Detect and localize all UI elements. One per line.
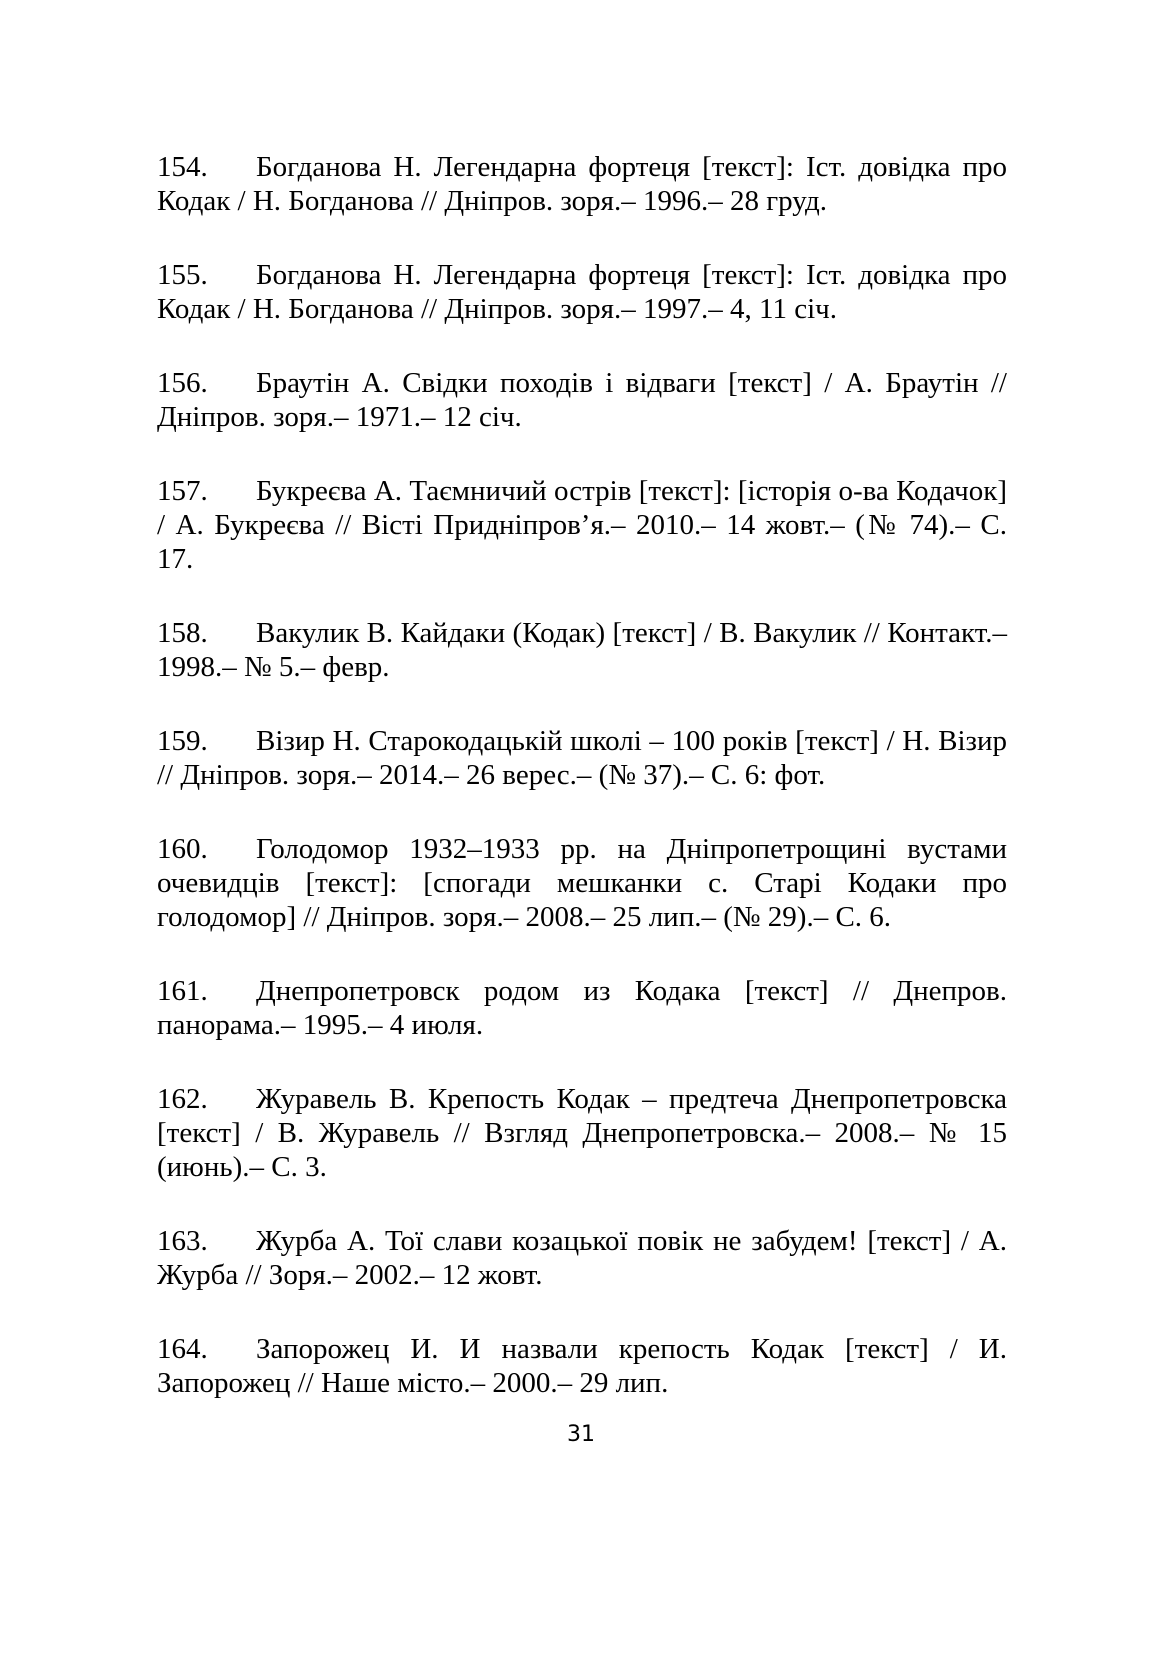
entry-text: Богданова Н. Легендарна фортеця [текст]: Іст. довідка про Кодак / Н. Богданова // Дніпров. зоря.– 1997.– 4, 11 січ. — [157, 259, 1007, 325]
bibliography-entry — [157, 616, 1007, 684]
entry-number: 159. — [157, 725, 208, 757]
entry-text: Днепропетровск родом из Кодака [текст] // Днепров. панорама.– 1995.– 4 июля. — [157, 975, 1007, 1041]
entry-text: Запорожец И. И назвали крепость Кодак [текст] / И. Запорожец // Наше місто.– 2000.– 29 лип. — [157, 1333, 1007, 1399]
entry-number: 155. — [157, 259, 208, 291]
bibliography-entry — [157, 150, 1007, 218]
entry-number: 160. — [157, 833, 208, 865]
bibliography-entry — [157, 1224, 1007, 1292]
entry-number: 156. — [157, 367, 208, 399]
entry-text: Журба А. Тої слави козацької повік не забудем! [текст] / А. Журба // Зоря.– 2002.– 12 жовт. — [157, 1225, 1007, 1291]
entry-text: Голодомор 1932–1933 рр. на Дніпропетрощині вустами очевидців [текст]: [спогади мешканки с. Старі Кодаки про голодомор] // Дніпров. зоря.– 2008.– 25 лип.– (№ 29).– С. 6. — [157, 833, 1007, 933]
entry-number: 158. — [157, 617, 208, 649]
bibliography-entry — [157, 258, 1007, 326]
bibliography-entry — [157, 724, 1007, 792]
entry-number: 162. — [157, 1083, 208, 1115]
bibliography-list — [157, 150, 1007, 1440]
entry-text: Букреєва А. Таємничий острів [текст]: [історія о-ва Кодачок] / А. Букреєва // Вісті Придніпров’я.– 2010.– 14 жовт.– (№ 74).– С. 17. — [157, 475, 1007, 575]
entry-number: 154. — [157, 151, 208, 183]
page-number: 31 — [567, 1422, 595, 1447]
entry-number: 163. — [157, 1225, 208, 1257]
bibliography-entry — [157, 366, 1007, 434]
bibliography-entry — [157, 474, 1007, 576]
entry-text: Богданова Н. Легендарна фортеця [текст]: Іст. довідка про Кодак / Н. Богданова // Дніпров. зоря.– 1996.– 28 груд. — [157, 151, 1007, 217]
entry-number: 164. — [157, 1333, 208, 1365]
entry-number: 161. — [157, 975, 208, 1007]
bibliography-entry — [157, 974, 1007, 1042]
entry-text: Браутін А. Свідки походів і відваги [текст] / А. Браутін // Дніпров. зоря.– 1971.– 12 січ. — [157, 367, 1007, 433]
bibliography-entry — [157, 1332, 1007, 1400]
entry-number: 157. — [157, 475, 208, 507]
bibliography-entry — [157, 1082, 1007, 1184]
entry-text: Візир Н. Старокодацькій школі – 100 років [текст] / Н. Візир // Дніпров. зоря.– 2014.– 26 верес.– (№ 37).– С. 6: фот. — [157, 725, 1007, 791]
bibliography-entry — [157, 832, 1007, 934]
entry-text: Вакулик В. Кайдаки (Кодак) [текст] / В. Вакулик // Контакт.– 1998.– № 5.– февр. — [157, 617, 1007, 683]
entry-text: Журавель В. Крепость Кодак – предтеча Днепропетровска [текст] / В. Журавель // Взгляд Днепропетровска.– 2008.– № 15 (июнь).– С. 3. — [157, 1083, 1007, 1183]
